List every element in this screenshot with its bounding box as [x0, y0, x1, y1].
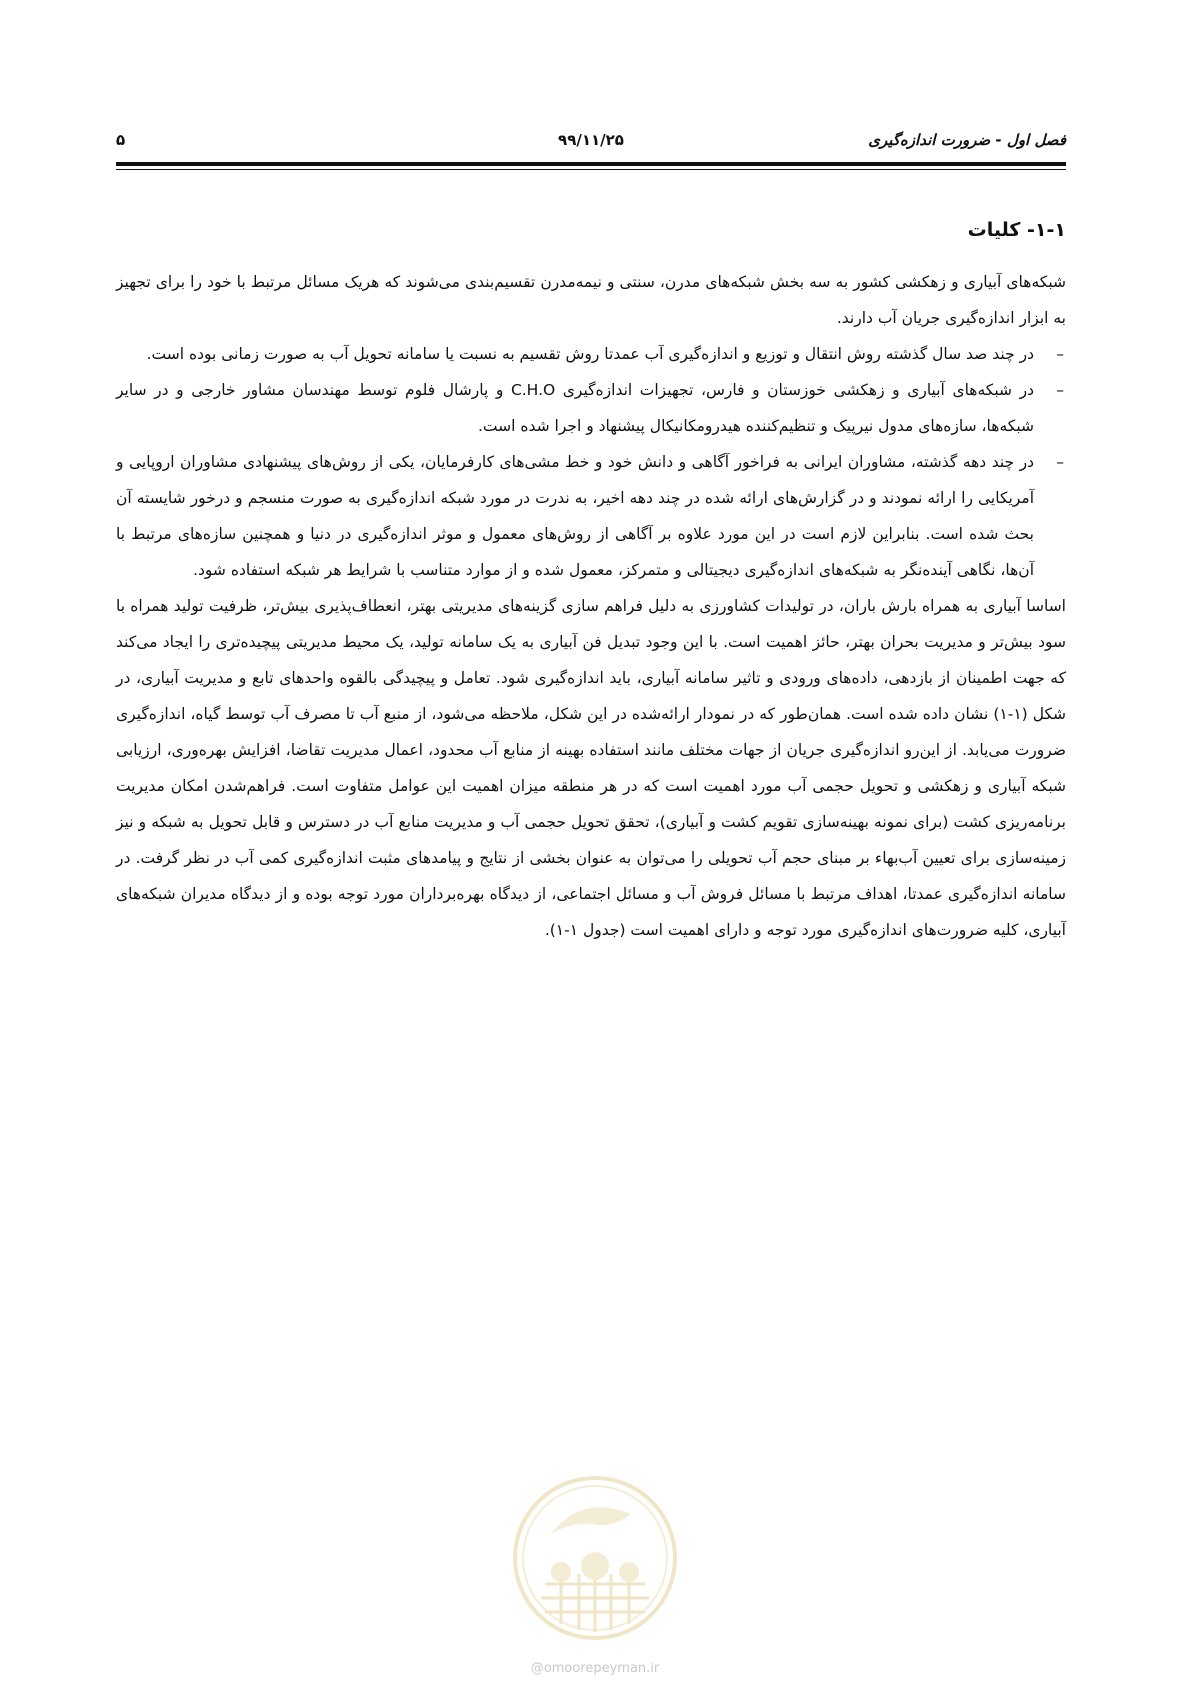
page-number: ۵ — [116, 131, 126, 149]
section-title: ۱-۱- کلیات — [967, 219, 1066, 241]
list-item — [116, 372, 1066, 444]
list-item — [116, 444, 1066, 588]
body-paragraph: اساسا آبیاری به همراه بارش باران، در تولیدات کشاورزی به دلیل فراهم سازی گزینه‌های مدیریتی بهتر، انعطاف‌پذیری بیش‌تر، ظرفیت تولید همراه با سود بیش‌تر و مدیریت بحران بهتر، حائز اهمیت است. با این وجود تبدیل فن آبیاری به یک سامانه تولید، یک محیط مدیریتی پیچیده‌تری را ایجاد می‌کند که جهت اطمینان از بازدهی، داده‌های ورودی و تاثیر سامانه آبیاری، باید اندازه‌گیری شود. تعامل و پیچیدگی بالقوه واحدهای تابع و مدیریت آبیاری، در شکل (۱-۱) نشان داده شده است. همان‌طور که در نمودار ارائه‌شده در این شکل، ملاحظه می‌شود، از منبع آب تا مصرف آب توسط گیاه، اندازه‌گیری ضرورت می‌یابد. از این‌رو اندازه‌گیری جریان از جهات مختلف مانند استفاده بهینه از منابع آب محدود، اعمال مدیریت تقاضا، افزایش بهره‌وری، ارزیابی شبکه آبیاری و زهکشی و تحویل حجمی آب مورد اهمیت است که در هر منطقه میزان اهمیت این عوامل متفاوت است. فراهم‌شدن امکان مدیریت برنامه‌ریزی کشت (برای نمونه بهینه‌سازی تقویم کشت و آبیاری)، تحقق تحویل حجمی آب و مدیریت منابع آب در دسترس و قابل تحویل به شبکه و نیز زمینه‌سازی برای تعیین آب‌بهاء بر مبنای حجم آب تحویلی را می‌توان به عنوان بخشی از نتایج و پیامدهای مثبت اندازه‌گیری کمی آب در نظر گرفت. در سامانه اندازه‌گیری عمدتا، اهداف مرتبط با مسائل فروش آب و مسائل اجتماعی، از دیدگاه بهره‌برداران مورد توجه بوده و از دیدگاه مدیران شبکه‌های آبیاری، کلیه ضرورت‌های اندازه‌گیری مورد توجه و دارای اهمیت است (جدول ۱-۱). — [116, 597, 1066, 939]
bullet-marker: – — [1056, 381, 1064, 399]
header-date: ۹۹/۱۱/۲۵ — [558, 131, 624, 149]
bullet-text: در شبکه‌های آبیاری و زهکشی خوزستان و فارس، تجهیزات اندازه‌گیری C.H.O و پارشال فلوم توسط مهندسان مشاور خارجی و در سایر شبکه‌ها، سازه‌های مدول نیرپیک و تنظیم‌کننده هیدرومکانیکال پیشنهاد و اجرا شده است. — [116, 381, 1034, 435]
list-item — [116, 336, 1066, 372]
chapter-title: فصل اول - ضرورت اندازه‌گیری — [868, 131, 1066, 149]
header-rule-thin — [116, 169, 1066, 170]
bullet-marker: – — [1056, 345, 1064, 363]
header-rule-thick — [116, 162, 1066, 166]
bullet-text: در چند دهه گذشته، مشاوران ایرانی به فراخور آگاهی و دانش خود و خط مشی‌های کارفرمایان، یکی از روش‌های پیشنهادی مشاوران اروپایی و آمریکایی را ارائه نمودند و در گزارش‌های ارائه شده در چند دهه اخیر، به ندرت در مورد شبکه اندازه‌گیری به صورت منسجم و درخور شایسته آن بحث شده است. بنابراین لازم است در این مورد علاوه بر آگاهی از روش‌های معمول و موثر اندازه‌گیری در دنیا و همچنین سازه‌های مرتبط با آن‌ها، نگاهی آینده‌نگر به شبکه‌های اندازه‌گیری دیجیتالی و متمرکز، معمول شده و از موارد متناسب با شرایط هر شبکه استفاده شود. — [116, 453, 1034, 579]
watermark-url: @omoorepeyman.ir — [530, 1661, 660, 1676]
bullet-marker: – — [1056, 453, 1064, 471]
page-content — [116, 216, 1066, 948]
intro-paragraph: شبکه‌های آبیاری و زهکشی کشور به سه بخش شبکه‌های مدرن، سنتی و نیمه‌مدرن تقسیم‌بندی می‌شوند که هریک مسائل مرتبط با خود را برای تجهیز به ابزار اندازه‌گیری جریان آب دارند. — [116, 273, 1066, 327]
bullet-text: در چند صد سال گذشته روش انتقال و توزیع و اندازه‌گیری آب عمدتا روش تقسیم به نسبت یا سامانه تحویل آب به صورت زمانی بوده است. — [146, 345, 1034, 363]
watermark-logo — [511, 1474, 679, 1654]
bullet-list — [116, 336, 1066, 588]
page-header — [116, 127, 1066, 153]
